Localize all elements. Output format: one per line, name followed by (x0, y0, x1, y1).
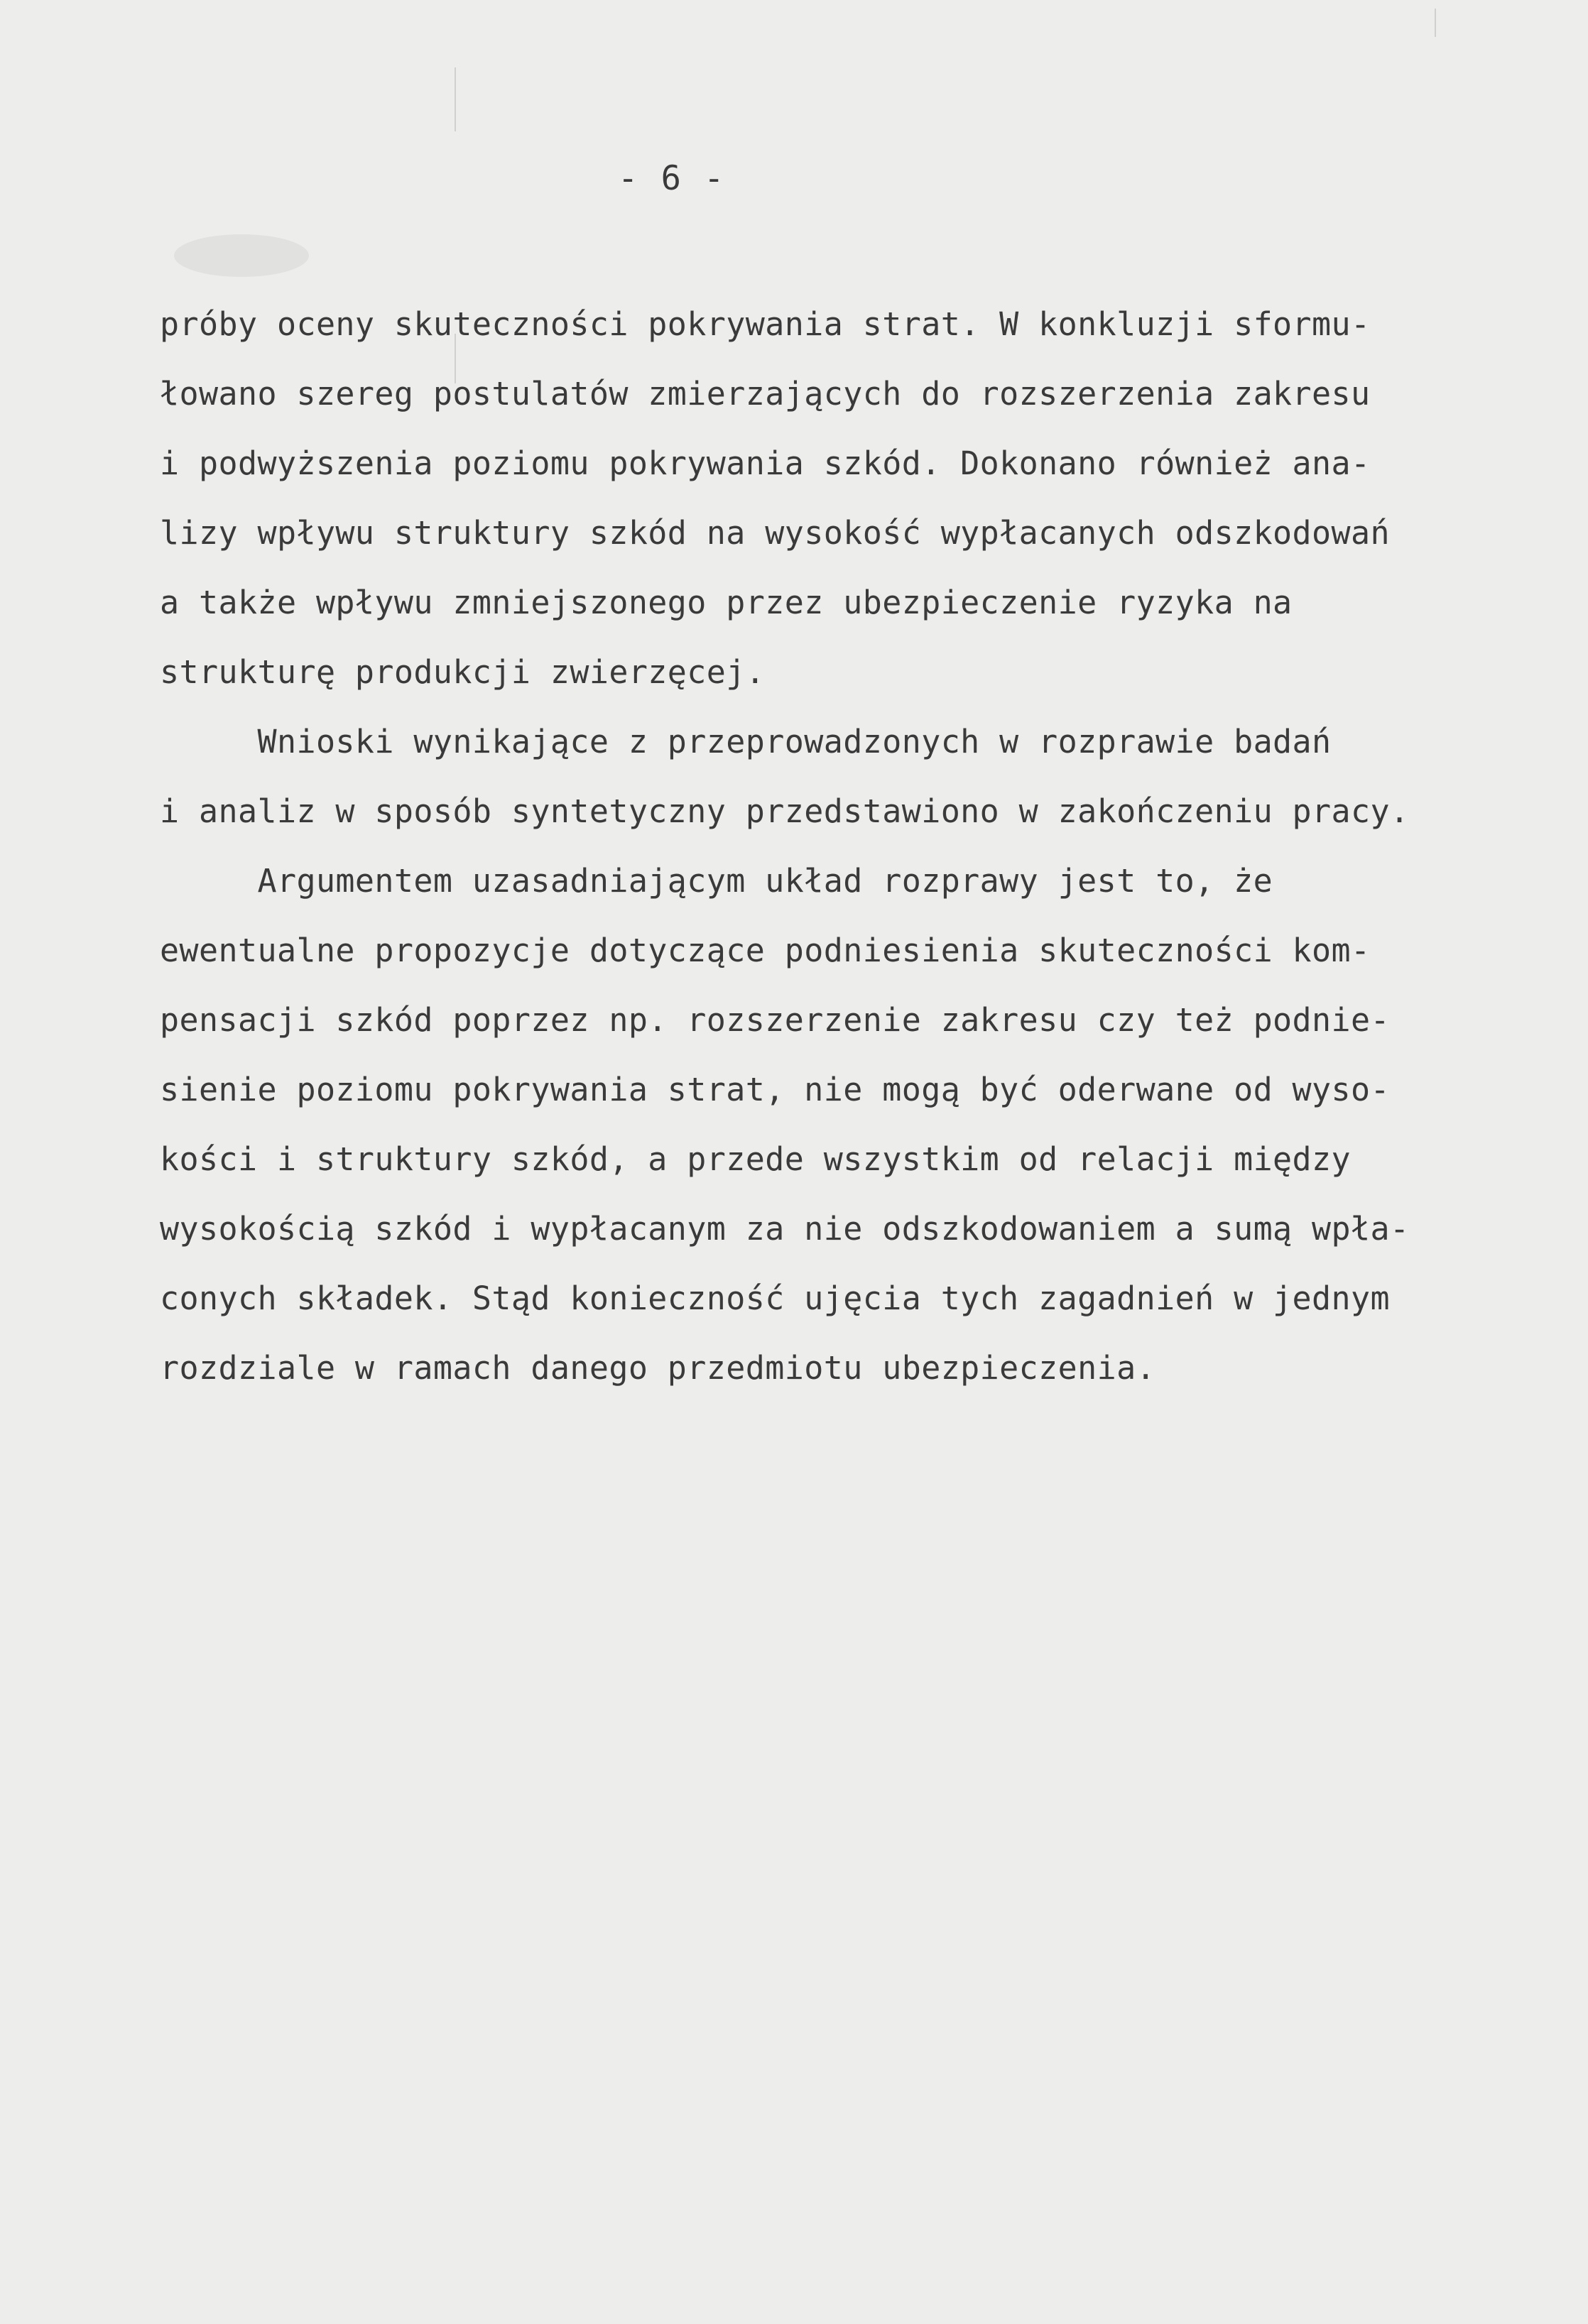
text-line: kości i struktury szkód, a przede wszystkim od relacji między (160, 1140, 1352, 1178)
text-line: conych składek. Stąd konieczność ujęcia tych zagadnień w jednym (160, 1280, 1391, 1317)
text-line: wysokością szkód i wypłacanym za nie odszkodowaniem a sumą wpła- (160, 1210, 1410, 1248)
text-line: ewentualne propozycje dotyczące podniesienia skuteczności kom- (160, 932, 1371, 969)
text-line: próby oceny skuteczności pokrywania strat. W konkluzji sformu- (160, 305, 1371, 343)
text-line: strukturę produkcji zwierzęcej. (160, 653, 766, 691)
body-text (160, 290, 1566, 1403)
text-line: sienie poziomu pokrywania strat, nie mogą być oderwane od wyso- (160, 1071, 1391, 1108)
text-line: a także wpływu zmniejszonego przez ubezpieczenie ryzyka na (160, 584, 1293, 621)
text-line: i podwyższenia poziomu pokrywania szkód. Dokonano również ana- (160, 444, 1371, 482)
text-line: łowano szereg postulatów zmierzających do rozszerzenia zakresu (160, 375, 1371, 413)
scan-smudge (174, 234, 309, 277)
text-line: i analiz w sposób syntetyczny przedstawiono w zakończeniu pracy. (160, 792, 1410, 830)
text-line: Wnioski wynikające z przeprowadzonych w rozprawie badań (160, 723, 1332, 760)
text-line: pensacji szkód poprzez np. rozszerzenie zakresu czy też podnie- (160, 1001, 1391, 1039)
text-line: lizy wpływu struktury szkód na wysokość wypłacanych odszkodowań (160, 514, 1391, 552)
page-number: - 6 - (618, 159, 726, 198)
text-line: Argumentem uzasadniającym układ rozprawy jest to, że (160, 862, 1273, 900)
scan-mark (1435, 9, 1436, 37)
scan-mark (455, 67, 456, 131)
text-line: rozdziale w ramach danego przedmiotu ubezpieczenia. (160, 1349, 1156, 1387)
